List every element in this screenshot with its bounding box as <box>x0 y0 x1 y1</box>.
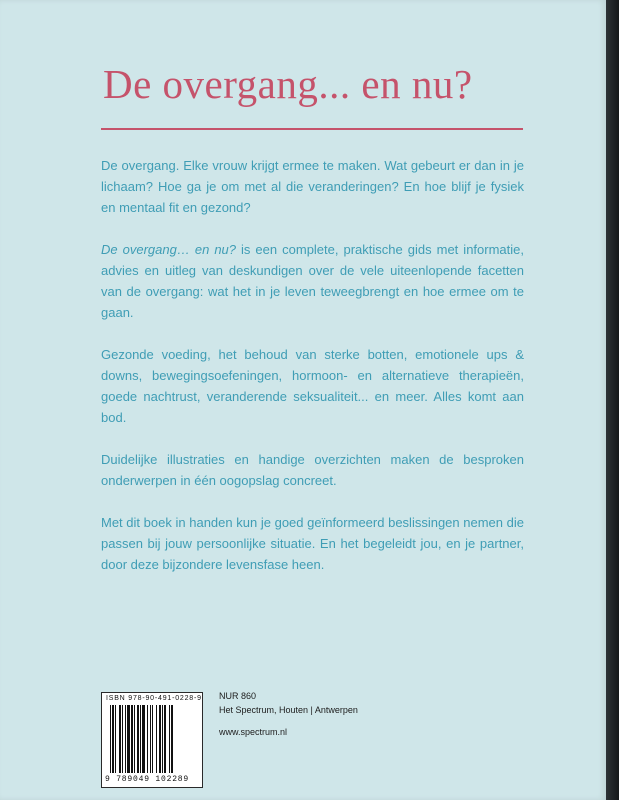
isbn-label: ISBN 978-90-491-0228-9 <box>106 695 202 702</box>
blurb-paragraph-4: Duidelijke illustraties en handige overzichten maken de besproken onderwerpen in één oogopslag concreet. <box>101 452 524 488</box>
blurb-paragraph-1: De overgang. Elke vrouw krijgt ermee te maken. Wat gebeurt er dan in je lichaam? Hoe ga je om met al die veranderingen? En hoe blijf je fysiek en mentaal fit en gezond? <box>101 158 524 215</box>
barcode-digits: 9 789049 102289 <box>105 775 190 784</box>
book-edge <box>606 0 619 800</box>
blurb-paragraph-2-text: is een complete, praktische gids met informatie, advies en uitleg van deskundigen over de vele uiteenlopende facetten van de overgang: wat het in je leven teweegbrengt en hoe ermee om te gaan. <box>101 242 524 320</box>
blurb-paragraph-3: Gezonde voeding, het behoud van sterke botten, emotionele ups & downs, bewegingsoefeningen, hormoon- en alternatieve therapieën, goede nachtrust, veranderende seksualiteit... en meer. Alles komt aan bod. <box>101 347 524 425</box>
publisher-website: www.spectrum.nl <box>219 727 288 737</box>
book-title: De overgang... en nu? <box>103 61 473 107</box>
nur-code: NUR 860 <box>219 691 257 701</box>
barcode-bars <box>110 705 196 773</box>
title-divider <box>101 128 523 130</box>
blurb-text <box>101 155 524 575</box>
blurb-paragraph-2 <box>101 239 524 323</box>
publisher-info <box>219 689 358 739</box>
publisher-name: Het Spectrum, Houten | Antwerpen <box>219 705 358 715</box>
isbn-barcode <box>101 692 203 788</box>
book-title-italic: De overgang… en nu? <box>101 242 237 257</box>
blurb-paragraph-5: Met dit boek in handen kun je goed geïnformeerd beslissingen nemen die passen bij jouw persoonlijke situatie. En het begeleidt jou, en je partner, door deze bijzondere levensfase heen. <box>101 515 524 572</box>
